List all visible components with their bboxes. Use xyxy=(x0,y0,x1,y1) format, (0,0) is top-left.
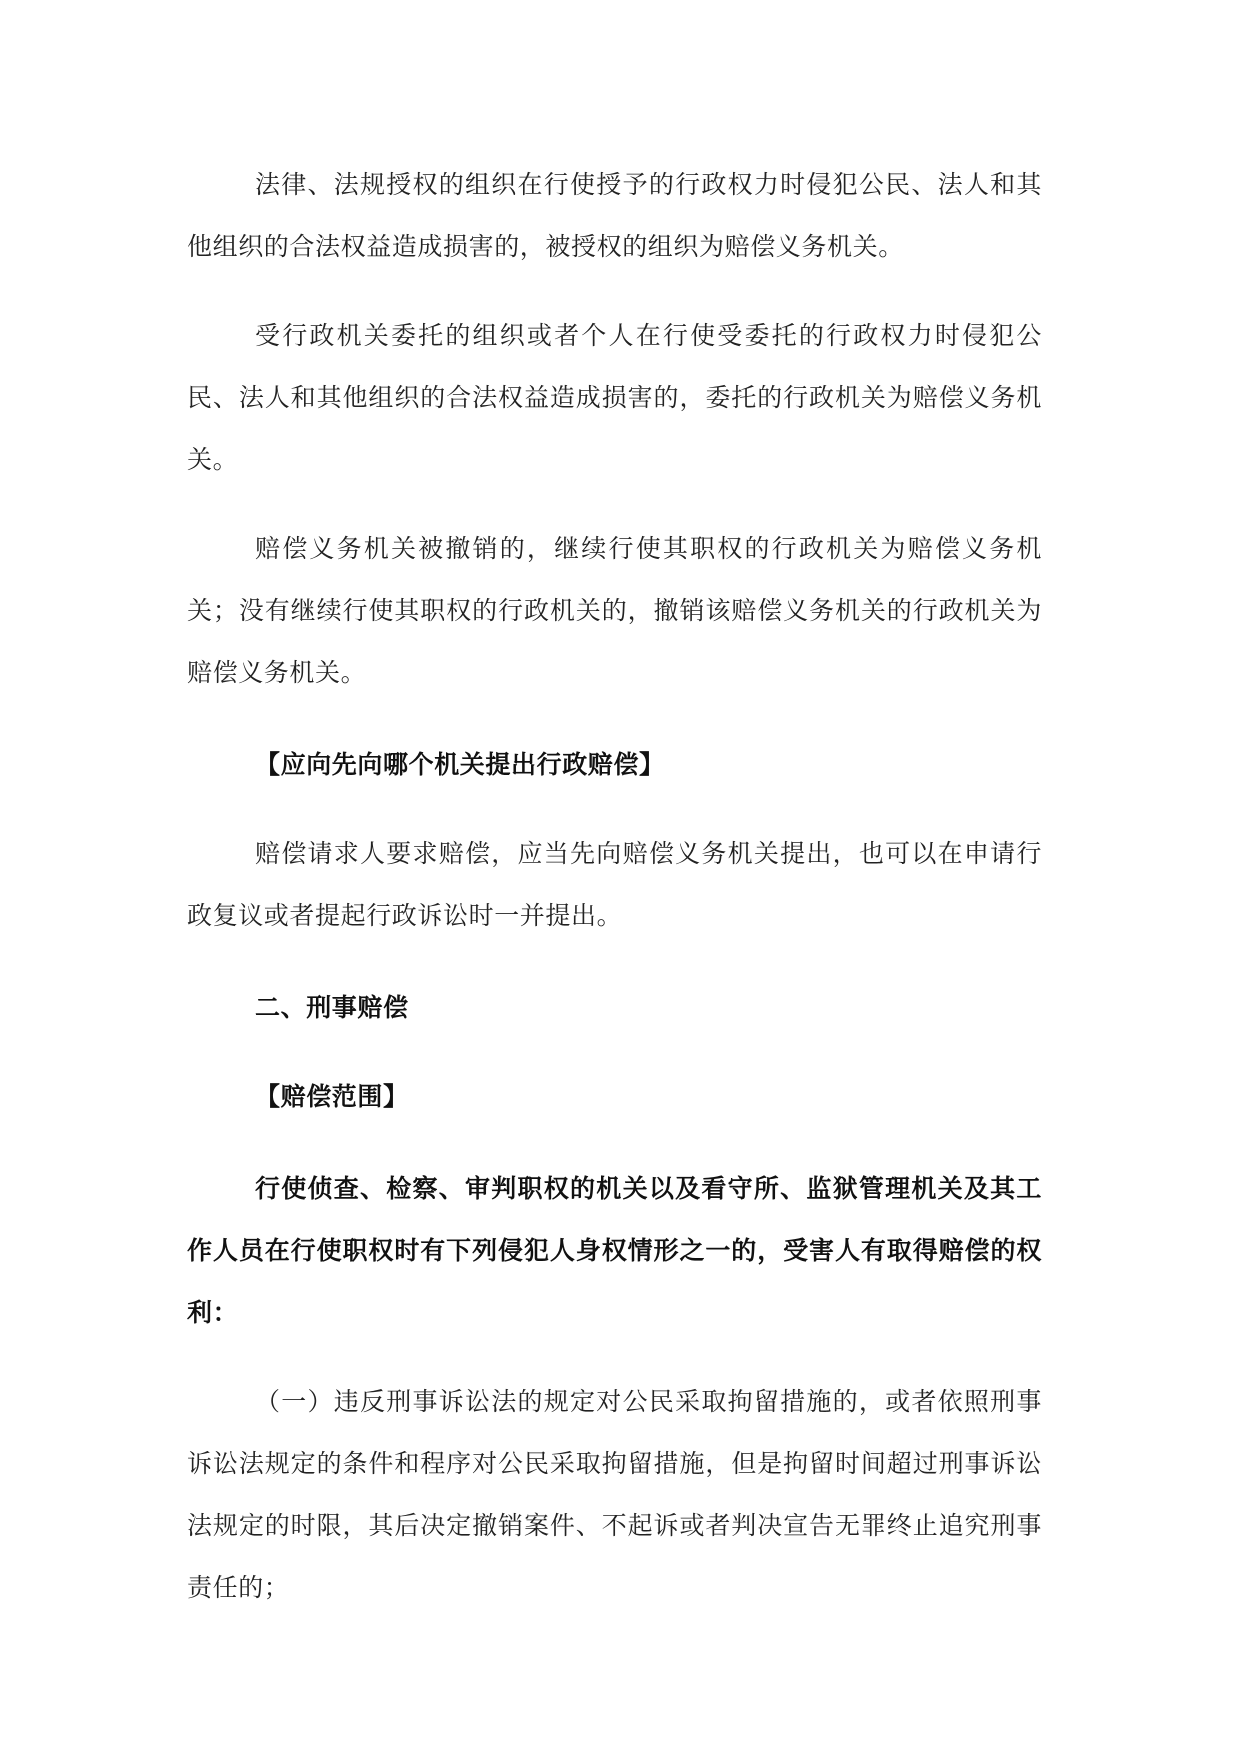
list-item-detention-violation: （一）违反刑事诉讼法的规定对公民采取拘留措施的，或者依照刑事诉讼法规定的条件和程序对公民采取拘留措施，但是拘留时间超过刑事诉讼法规定的时限，其后决定撤销案件、不起诉或者判决宣告无罪终止追究刑事责任的； xyxy=(187,1387,1042,1602)
section-title-criminal-compensation: 二、刑事赔偿 xyxy=(255,993,409,1022)
paragraph-authorized-organization: 法律、法规授权的组织在行使授予的行政权力时侵犯公民、法人和其他组织的合法权益造成损害的，被授权的组织为赔偿义务机关。 xyxy=(187,170,1042,261)
paragraph-compensation-right: 行使侦查、检察、审判职权的机关以及看守所、监狱管理机关及其工作人员在行使职权时有下列侵犯人身权情形之一的，受害人有取得赔偿的权利： xyxy=(187,1174,1042,1327)
document-body xyxy=(187,154,1042,1619)
paragraph-revoked-obligation-organ: 赔偿义务机关被撤销的，继续行使其职权的行政机关为赔偿义务机关；没有继续行使其职权的行政机关的，撤销该赔偿义务机关的行政机关为赔偿义务机关。 xyxy=(187,534,1042,687)
paragraph-claim-procedure: 赔偿请求人要求赔偿，应当先向赔偿义务机关提出，也可以在申请行政复议或者提起行政诉讼时一并提出。 xyxy=(187,839,1042,930)
section-heading-compensation-scope: 【赔偿范围】 xyxy=(255,1082,409,1111)
paragraph-entrusted-organization: 受行政机关委托的组织或者个人在行使受委托的行政权力时侵犯公民、法人和其他组织的合法权益造成损害的，委托的行政机关为赔偿义务机关。 xyxy=(187,321,1042,474)
section-heading-administrative-claim: 【应向先向哪个机关提出行政赔偿】 xyxy=(255,750,665,779)
